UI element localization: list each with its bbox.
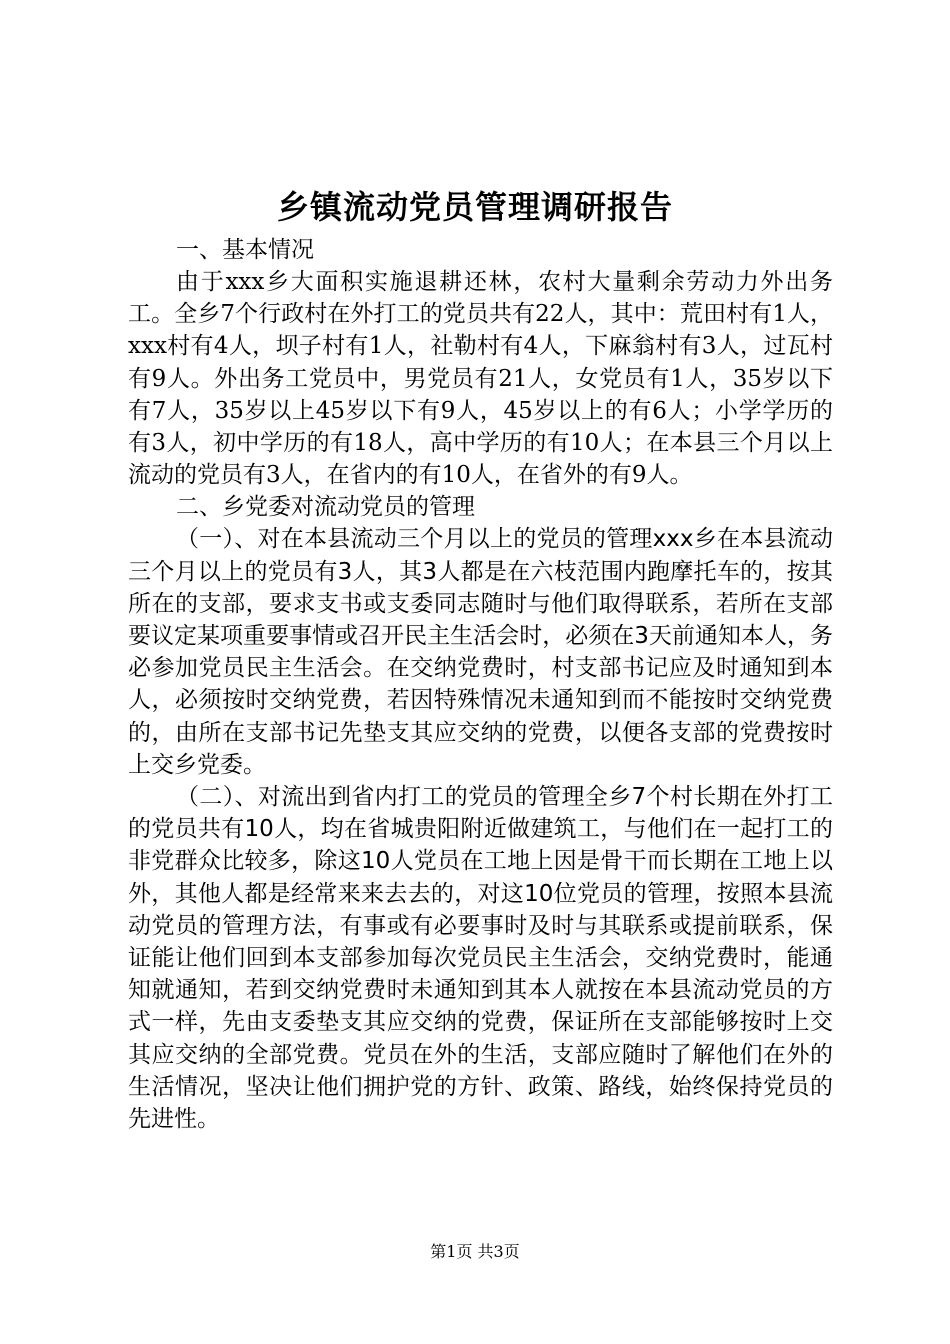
document-title: 乡镇流动党员管理调研报告 xyxy=(276,188,673,226)
section-heading-basic-info: 一、基本情况 xyxy=(176,237,314,263)
paragraph-local-mobile-members-lead: （一）、对在本县流动三个月以上的党员的管理xxx乡在本县流动三个月以上的党员有3人，其3人都是在六枝范围内跑摩托车的，按其所在的支部，要求支书或支委同志随时与他们取得联系，若所在支部要议定某项重要事情或召开民主生活会时，必须在3天前通知本人，务必参加党员民主生活会。 xyxy=(128,526,833,682)
paragraph-in-province-members xyxy=(128,781,833,1135)
paragraph-in-province-members-lead: （二）、对流出到省内打工的党员的管理全乡7个村长期在外打工的党员共有10人，均在省城贵阳附近做建筑工，与他们在一起打工的非党群众比较多，除这10人党员在工地上因是骨干而长期在工地上以外，其他人都是经常来来去去的，对这10位党员的管理，按照本县流动党员的管理方法，有事或有必要事时及时与其联系或提前联系，保证能让他们回到本支部参加每次党员民主生活会，交纳党费时，能通知就通知，若到交纳党费时未通知到其本人就按在本县流动党员的方式一样，先由支委垫支其应交纳的党费，保证所在支部能够按时上交其应交纳的全部党费。 xyxy=(128,784,833,1068)
paragraph-basic-info: 由于xxx乡大面积实施退耕还林，农村大量剩余劳动力外出务工。全乡7个行政村在外打工的党员共有22人，其中：荒田村有1人，xxx村有4人，坝子村有1人，社勒村有4人，下麻翁村有3人，过瓦村有9人。外出务工党员中，男党员有21人，女党员有1人，35岁以下有7人，35岁以上45岁以下有9人，45岁以上的有6人；小学学历的有3人，初中学历的有18人，高中学历的有10人；在本县三个月以上流动的党员有3人，在省内的有10人，在省外的有9人。 xyxy=(128,269,833,489)
page-number-footer: 第1页 共3页 xyxy=(430,1242,520,1261)
document-body xyxy=(128,234,833,1135)
paragraph-local-mobile-members-dues: 在交纳党费时，村支部书记应及时通知到本人，必须按时交纳党费，若因特殊情况未通知到而不能按时交纳党费的，由所在支部书记先垫支其应交纳的党费，以便各支部的党费按时上交乡党委。 xyxy=(128,655,834,778)
paragraph-local-mobile-members xyxy=(128,523,833,781)
section-heading-management: 二、乡党委对流动党员的管理 xyxy=(176,494,475,521)
paragraph-in-province-members-life: 党员在外的生活，支部应随时了解他们在外的生活情况，坚决让他们拥护党的方针、政策、路线，始终保持党员的先进性。 xyxy=(128,1041,834,1133)
